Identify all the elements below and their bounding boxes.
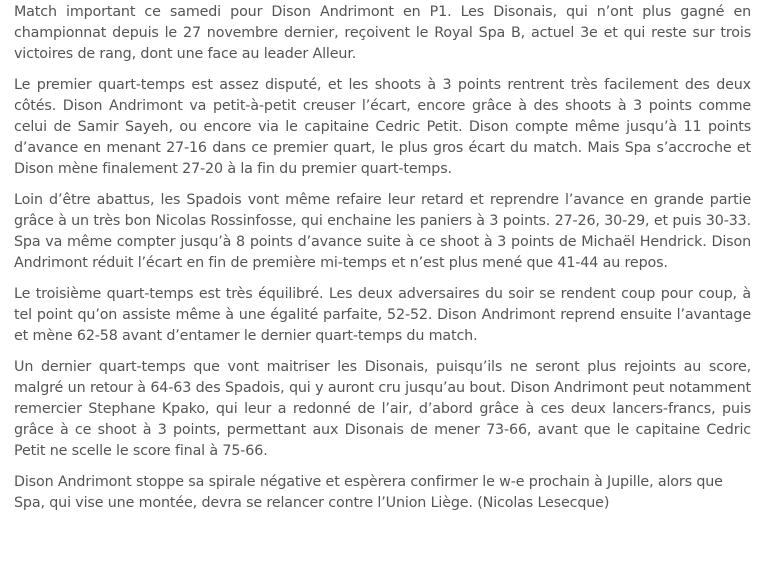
article-paragraph-conclusion: Dison Andrimont stoppe sa spirale négative et espèrera confirmer le w-e prochain à Jupille, alors que Spa, qui vise une montée, devra se relancer contre l’Union Liège. (Nicolas Lesecque) (14, 474, 723, 511)
article-paragraph-intro: Match important ce samedi pour Dison Andrimont en P1. Les Disonais, qui n’ont plus gagné en championnat depuis le 27 novembre dernier, reçoivent le Royal Spa B, actuel 3e et qui reste sur trois victoires de rang, dont une face au leader Alleur. (14, 4, 751, 62)
article-paragraph-first-quarter: Le premier quart-temps est assez disputé, et les shoots à 3 points rentrent très facilement des deux côtés. Dison Andrimont va petit-à-petit creuser l’écart, encore grâce à des shoots à 3 points comme celui de Samir Sayeh, ou encore via le capitaine Cedric Petit. Dison compte même jusqu’à 11 points d’avance en menant 27-16 dans ce premier quart, le plus gros écart du match. Mais Spa s’accroche et Dison mène finalement 27-20 à la fin du premier quart-temps. (14, 77, 751, 177)
article-paragraph-fourth-quarter: Un dernier quart-temps que vont maitriser les Disonais, puisqu’ils ne seront plus rejoints au score, malgré un retour à 64-63 des Spadois, qui y auront cru jusqu’au bout. Dison Andrimont peut notamment remercier Stephane Kpako, qui leur a redonné de l’air, d’abord grâce à ces deux lancers-francs, puis grâce à ce shoot à 3 points, permettant aux Disonais de mener 73-66, avant que le capitaine Cedric Petit ne scelle le score final à 75-66. (14, 359, 751, 459)
article-paragraph-third-quarter: Le troisième quart-temps est très équilibré. Les deux adversaires du soir se rendent coup pour coup, à tel point qu’on assiste même à une égalité parfaite, 52-52. Dison Andrimont reprend ensuite l’avantage et mène 62-58 avant d’entamer le dernier quart-temps du match. (14, 286, 751, 344)
article-paragraph-second-quarter: Loin d’être abattus, les Spadois vont même refaire leur retard et reprendre l’avance en grande partie grâce à un très bon Nicolas Rossinfosse, qui enchaine les paniers à 3 points. 27-26, 30-29, et puis 30-33. Spa va même compter jusqu’à 8 points d’avance suite à ce shoot à 3 points de Michaël Hendrick. Dison Andrimont réduit l’écart en fin de première mi-temps et n’est plus mené que 41-44 au repos. (14, 192, 751, 271)
article-body (14, 2, 751, 524)
